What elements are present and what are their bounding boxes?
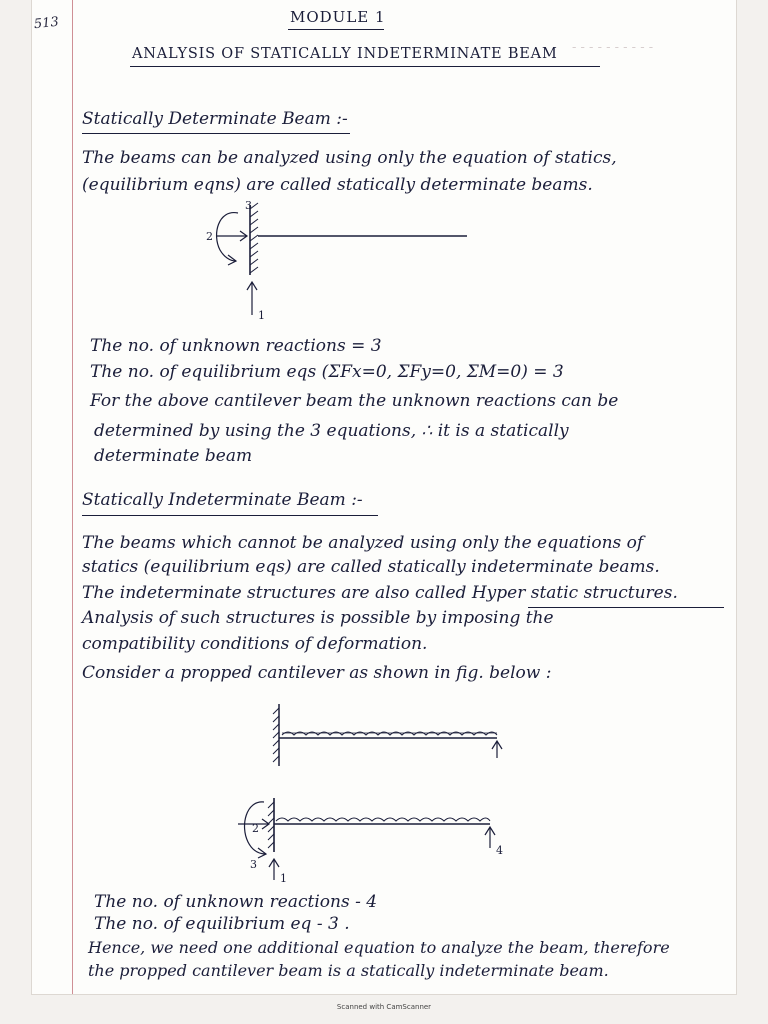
main-heading-underline (130, 66, 600, 67)
fig1-label-horizontal: 2 (206, 230, 213, 243)
reactions-distributed-load (276, 818, 490, 821)
distributed-load (282, 732, 497, 735)
reactions-wall-hatching (268, 802, 274, 848)
indeterminate-definition-line-2: statics (equilibrium eqs) are called statically indeterminate beams. (82, 557, 660, 577)
determinate-heading: Statically Determinate Beam :- (82, 109, 348, 129)
scanner-watermark: Scanned with CamScanner (336, 1003, 432, 1011)
margin-line (72, 0, 73, 994)
determinate-equilibrium-eqs: The no. of equilibrium eqs (ΣFx=0, ΣFy=0, ΣM=0) = 3 (90, 362, 564, 382)
fig1-label-vertical: 1 (258, 309, 265, 322)
main-heading: ANALYSIS OF STATICALLY INDETERMINATE BEAM (132, 46, 558, 62)
indeterminate-conclusion-line-1: Hence, we need one additional equation to analyze the beam, therefore (88, 938, 670, 957)
fig3-label-vertical: 1 (280, 872, 287, 885)
fixed-support-hatching (250, 203, 258, 273)
determinate-conclusion-line-3: determinate beam (94, 446, 253, 466)
fig3-label-horizontal: 2 (252, 822, 259, 835)
cantilever-figure (162, 195, 482, 325)
indeterminate-unknown-reactions: The no. of unknown reactions - 4 (94, 892, 378, 912)
determinate-definition-line-2: (equilibrium eqns) are called statically determinate beams. (82, 175, 593, 195)
bleed-through-text: - - - - - - - - - - (572, 40, 654, 55)
notebook-page (32, 0, 736, 994)
indeterminate-conclusion-line-2: the propped cantilever beam is a statically indeterminate beam. (88, 961, 609, 980)
module-title-underline (288, 29, 384, 30)
page-number: 513 (33, 14, 60, 33)
moment-reaction-arc (217, 213, 238, 261)
propped-wall-hatching (273, 708, 279, 762)
indeterminate-equilibrium-eqs: The no. of equilibrium eq - 3 . (94, 914, 350, 934)
indeterminate-definition-line-5: compatibility conditions of deformation. (82, 634, 428, 654)
indeterminate-definition-line-4: Analysis of such structures is possible by imposing the (82, 608, 554, 628)
propped-cantilever-figure (252, 700, 512, 770)
indeterminate-definition-line-6: Consider a propped cantilever as shown in fig. below : (82, 663, 552, 683)
indeterminate-heading-underline (82, 515, 378, 516)
hyper-static-underline (528, 607, 724, 608)
indeterminate-definition-line-3: The indeterminate structures are also called Hyper static structures. (82, 583, 678, 603)
fig3-label-prop: 4 (496, 844, 503, 857)
module-title: MODULE 1 (290, 8, 386, 26)
determinate-unknown-reactions: The no. of unknown reactions = 3 (90, 336, 382, 356)
determinate-heading-underline (82, 133, 350, 134)
indeterminate-definition-line-1: The beams which cannot be analyzed using only the equations of (82, 533, 644, 553)
fig1-label-moment: 3 (245, 199, 252, 212)
fig3-label-moment: 3 (250, 858, 257, 871)
determinate-conclusion-line-2: determined by using the 3 equations, ∴ it is a statically (94, 421, 569, 441)
indeterminate-heading: Statically Indeterminate Beam :- (82, 490, 363, 510)
propped-cantilever-reactions-figure (212, 790, 512, 890)
determinate-definition-line-1: The beams can be analyzed using only the equation of statics, (82, 148, 617, 168)
determinate-conclusion-line-1: For the above cantilever beam the unknown reactions can be (90, 391, 619, 411)
